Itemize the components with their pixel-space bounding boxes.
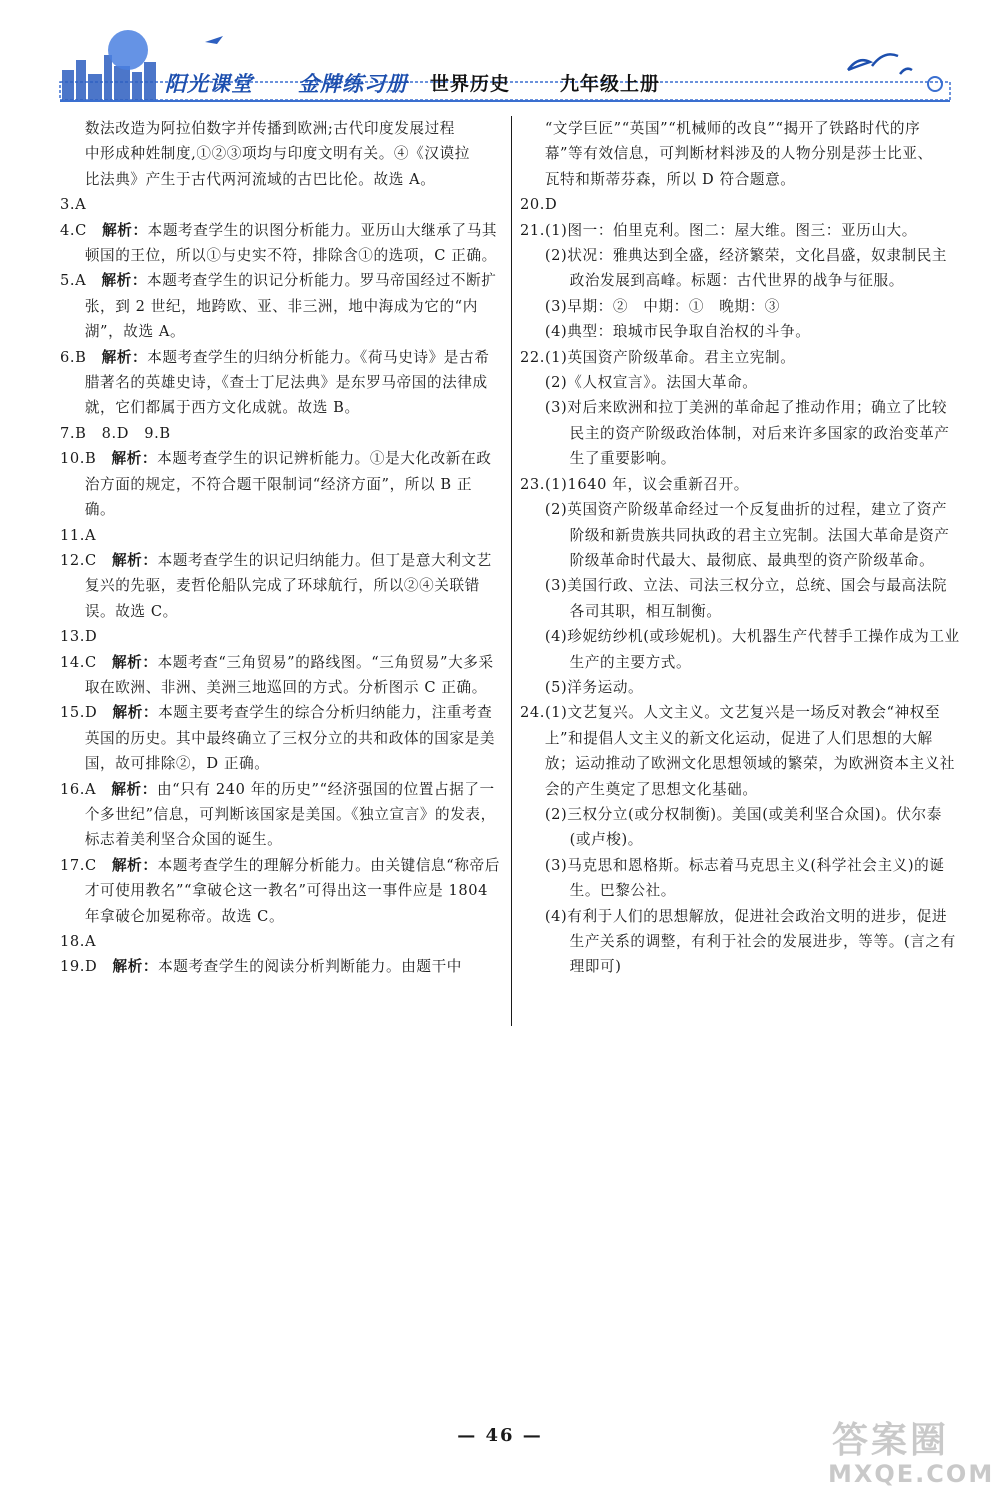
- text-line: 瓦特和斯蒂芬森，所以 D 符合题意。: [544, 170, 796, 188]
- answer-item: [60, 345, 502, 421]
- analysis-label: 解析：: [97, 704, 159, 722]
- answer-part: (3)对后来欧洲和拉丁美洲的革命起了推动作用；确立了比较民主的资产阶级政治体制，对后来许多国家的政治变革产生了重要影响。: [544, 399, 950, 468]
- continued-text: [60, 116, 502, 192]
- text-line: 数法改造为阿拉伯数字并传播到欧洲;古代印度发展过程: [84, 120, 455, 137]
- text-line: 幕”等有效信息，可判断材料涉及的人物分别是莎士比亚、: [544, 145, 933, 163]
- page-number: — 46 —: [457, 1425, 543, 1446]
- answer-part: (2)状况：雅典达到全盛，经济繁荣，文化昌盛，奴隶制民主政治发展到高峰。标题：古代世界的战争与征服。: [544, 247, 948, 290]
- answer-item: [60, 192, 502, 217]
- answer-key: 4.C: [60, 221, 87, 239]
- analysis-label: 解析：: [96, 856, 158, 874]
- analysis-text: 本题考查学生的阅读分析判断能力。由题干中: [158, 958, 462, 976]
- answer-key: 16.A: [60, 780, 97, 798]
- answer-part: (2)《人权宣言》。法国大革命。: [544, 374, 758, 392]
- column-divider: [511, 116, 512, 1026]
- answer-item: [60, 954, 502, 979]
- analysis-text: 本题考查学生的识记辨析能力。①是大化改新在政治方面的规定，不符合题干限制词“经济方面”，所以 B 正确。: [84, 450, 492, 519]
- answer-list-left: [60, 192, 502, 980]
- answer-item: [60, 700, 502, 776]
- answer-item: [60, 624, 502, 649]
- answer-20: 20.D: [520, 196, 558, 214]
- banner-end-ring-icon: [928, 77, 942, 91]
- answer-item: [60, 421, 502, 446]
- header-banner-graphic: [0, 0, 1000, 120]
- answer-21: [520, 218, 960, 345]
- analysis-text: 本题考查学生的理解分析能力。由关键信息“称帝后才可使用教名”“拿破仑这一教名”可得出这一事件应是 1804 年拿破仑加冕称帝。故选 C。: [84, 856, 500, 925]
- answer-24: [520, 700, 960, 979]
- grade-title: 九年级上册: [560, 73, 661, 95]
- analysis-label: 解析：: [86, 272, 148, 290]
- answer-key: 14.C: [60, 653, 97, 671]
- analysis-label: 解析：: [96, 653, 158, 671]
- analysis-text: 本题主要考查学生的综合分析归纳能力，注重考查英国的历史。其中最终确立了三权分立的共和政体的国家是美国，故可排除②，D 正确。: [84, 704, 496, 773]
- answer-item: [60, 446, 502, 522]
- answer-key: 5.A: [60, 272, 87, 290]
- text-line: 中形成种姓制度,①②③项均与印度文明有关。④《汉谟拉: [84, 145, 470, 163]
- analysis-text: 本题考查学生的识记归纳能力。但丁是意大利文艺复兴的先驱，麦哲伦船队完成了环球航行，所以②④关联错误。故选 C。: [84, 551, 492, 620]
- answer-part: 21.(1)图一：伯里克利。图二：屋大维。图三：亚历山大。: [520, 221, 917, 239]
- sun-icon: [108, 30, 148, 70]
- answer-part: (3)马克思和恩格斯。标志着马克思主义(科学社会主义)的诞生。巴黎公社。: [544, 856, 945, 900]
- answer-part: 23.(1)1640 年，议会重新召开。: [520, 475, 750, 493]
- analysis-text: 本题考查学生的归纳分析能力。《荷马史诗》是古希腊著名的英雄史诗，《查士丁尼法典》是东罗马帝国的法律成就，它们都属于西方文化成就。故选 B。: [84, 348, 490, 417]
- answer-key: 18.A: [60, 933, 97, 950]
- answer-key: 3.A: [60, 196, 87, 214]
- text-line: 比法典》产生于古代两河流域的古巴比伦。故选 A。: [84, 170, 436, 188]
- answer-part: (4)珍妮纺纱机(或珍妮机)。大机器生产代替手工操作成为工业生产的主要方式。: [544, 628, 960, 671]
- analysis-text: 由“只有 240 年的历史”“经济强国的位置占据了一个多世纪”信息，可判断该国家是美国。《独立宣言》的发表，标志着美利坚合众国的诞生。: [84, 780, 496, 849]
- answer-key: 7.B 8.D 9.B: [60, 424, 171, 442]
- answer-item: [60, 777, 502, 853]
- answer-part: (3)美国行政、立法、司法三权分立，总统、国会与最高法院各司其职，相互制衡。: [544, 577, 948, 620]
- answer-part: (2)三权分立(或分权制衡)。美国(或美利坚合众国)。伏尔泰(或卢梭)。: [544, 805, 942, 849]
- continued-text: [520, 116, 960, 192]
- answer-part: 22.(1)英国资产阶级革命。君主立宪制。: [520, 348, 796, 366]
- analysis-text: 本题考查“三角贸易”的路线图。“三角贸易”大多采取在欧洲、非洲、美洲三地巡回的方式。分析图示 C 正确。: [84, 653, 494, 696]
- birds-icon: [848, 54, 912, 74]
- analysis-label: 解析：: [86, 221, 148, 239]
- analysis-label: 解析：: [86, 348, 148, 366]
- answer-part: (4)典型：琅城市民争取自治权的斗争。: [544, 323, 811, 341]
- answer-item: [60, 929, 502, 954]
- answer-23: [520, 472, 960, 701]
- series-name: 金牌练习册: [298, 72, 408, 96]
- analysis-text: 本题考查学生的识记分析能力。罗马帝国经过不断扩张，到 2 世纪，地跨欧、亚、非三洲，地中海成为它的“内湖”，故选 A。: [84, 272, 497, 341]
- answer-part: (5)洋务运动。: [544, 678, 644, 696]
- answer-22: [520, 345, 960, 472]
- subject-title: 世界历史: [430, 73, 511, 95]
- answer-item: [60, 523, 502, 548]
- answer-part: (4)有利于人们的思想解放，促进社会政治文明的进步，促进生产关系的调整，有利于社会的发展进步，等等。(言之有理即可): [544, 907, 956, 976]
- answer-key: 15.D: [60, 704, 98, 722]
- brand-name: 阳光课堂: [165, 72, 253, 96]
- answer-key: 10.B: [60, 450, 97, 468]
- plane-icon: [205, 36, 223, 44]
- text-line: “文学巨匠”“英国”“机械师的改良”“揭开了铁路时代的序: [544, 120, 921, 137]
- answer-key: 19.D: [60, 958, 98, 976]
- answer-key: 11.A: [60, 526, 97, 544]
- analysis-label: 解析：: [96, 780, 157, 798]
- answer-item: [60, 548, 502, 624]
- answer-key: 12.C: [60, 551, 97, 569]
- analysis-text: 本题考查学生的识图分析能力。亚历山大继承了马其顿国的王位，所以①与史实不符，排除含①的选项，C 正确。: [84, 221, 498, 265]
- analysis-label: 解析：: [96, 450, 158, 468]
- answer-part: (3)早期：② 中期：① 晚期：③: [544, 297, 780, 315]
- watermark-logo: [800, 1410, 1000, 1490]
- analysis-label: 解析：: [97, 958, 159, 976]
- watermark-text: 答案圈: [832, 1420, 950, 1461]
- watermark-url: MXQE.COM: [828, 1460, 995, 1488]
- analysis-label: 解析：: [96, 551, 158, 569]
- answer-key: 17.C: [60, 856, 97, 874]
- page-header: [0, 0, 1000, 120]
- answer-item: [60, 650, 502, 701]
- answer-item: [60, 218, 502, 269]
- answer-part: (2)英国资产阶级革命经过一个反复曲折的过程，建立了资产阶级和新贵族共同执政的君主立宪制。法国大革命是资产阶级革命时代最大、最彻底、最典型的资产阶级革命。: [544, 501, 950, 569]
- left-column: [60, 116, 502, 980]
- answer-key: 6.B: [60, 348, 87, 366]
- answer-item: [60, 268, 502, 344]
- answer-part: 24.(1)文艺复兴。人文主义。文艺复兴是一场反对教会“神权至上”和提倡人文主义的新文化运动，促进了人们思想的大解放；运动推动了欧洲文化思想领域的繁荣，为欧洲资本主义社会的产生奠定了思想文化基础。: [520, 704, 956, 798]
- answer-key: 13.D: [60, 628, 98, 646]
- right-column: [520, 116, 960, 980]
- answer-item: [60, 853, 502, 929]
